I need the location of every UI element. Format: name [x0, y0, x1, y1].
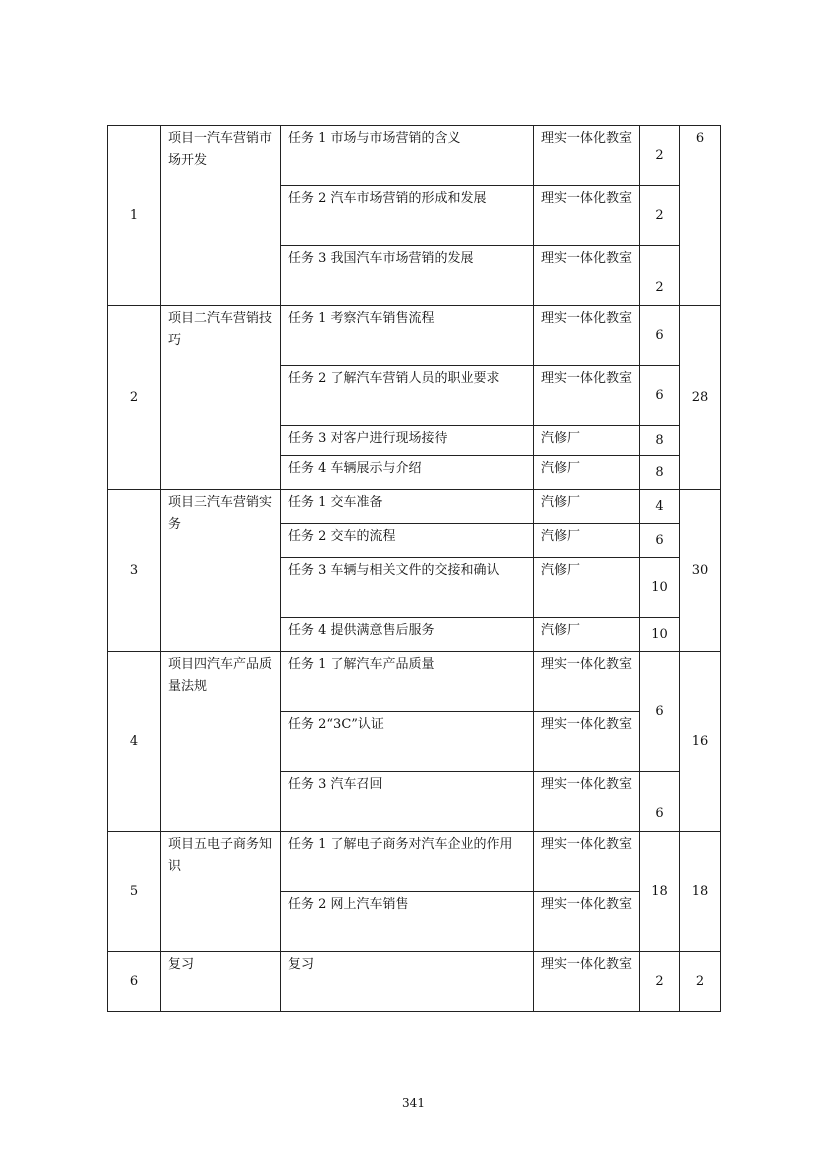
table-row: [108, 952, 721, 1012]
table-row: [108, 652, 721, 712]
project-total-hours: 28: [680, 306, 721, 490]
task-place: 理实一体化教室: [534, 712, 640, 772]
task-hours: 2: [640, 186, 680, 246]
table-row: [108, 490, 721, 524]
project-total-hours: 18: [680, 832, 721, 952]
task-place: 理实一体化教室: [534, 366, 640, 426]
task-place: 理实一体化教室: [534, 126, 640, 186]
task-name: 任务 1 了解汽车产品质量: [281, 652, 534, 712]
project-total-hours: 2: [680, 952, 721, 1012]
task-hours: 18: [640, 832, 680, 952]
row-number: 1: [108, 126, 161, 306]
project-total-hours: 16: [680, 652, 721, 832]
task-place: 汽修厂: [534, 456, 640, 490]
task-hours: 10: [640, 618, 680, 652]
task-name: 任务 2“3C”认证: [281, 712, 534, 772]
task-place: 汽修厂: [534, 426, 640, 456]
project-total-hours: 30: [680, 490, 721, 652]
task-name: 任务 2 了解汽车营销人员的职业要求: [281, 366, 534, 426]
row-number: 3: [108, 490, 161, 652]
task-hours: 2: [640, 246, 680, 306]
task-place: 理实一体化教室: [534, 246, 640, 306]
table-row: [108, 306, 721, 366]
task-place: 汽修厂: [534, 524, 640, 558]
project-total-hours: 6: [680, 126, 721, 306]
task-hours: 10: [640, 558, 680, 618]
task-hours: 6: [640, 772, 680, 832]
task-name: 任务 4 车辆展示与介绍: [281, 456, 534, 490]
task-hours: 8: [640, 456, 680, 490]
table-row: [108, 832, 721, 892]
task-hours: 2: [640, 126, 680, 186]
row-number: 2: [108, 306, 161, 490]
page-number: 341: [402, 1096, 425, 1110]
row-number: 6: [108, 952, 161, 1012]
row-number: 5: [108, 832, 161, 952]
task-name: 任务 4 提供满意售后服务: [281, 618, 534, 652]
task-name: 任务 2 网上汽车销售: [281, 892, 534, 952]
task-hours: 8: [640, 426, 680, 456]
task-hours: 6: [640, 306, 680, 366]
task-place: 汽修厂: [534, 558, 640, 618]
task-name: 任务 2 汽车市场营销的形成和发展: [281, 186, 534, 246]
task-name: 任务 3 汽车召回: [281, 772, 534, 832]
task-name: 任务 1 了解电子商务对汽车企业的作用: [281, 832, 534, 892]
task-place: 理实一体化教室: [534, 772, 640, 832]
task-hours: 4: [640, 490, 680, 524]
task-name: 任务 3 对客户进行现场接待: [281, 426, 534, 456]
task-place: 理实一体化教室: [534, 652, 640, 712]
project-name: 项目五电子商务知识: [161, 832, 281, 952]
task-name: 任务 3 车辆与相关文件的交接和确认: [281, 558, 534, 618]
task-hours: 6: [640, 524, 680, 558]
course-schedule-table: [107, 125, 721, 1012]
project-name: 项目一汽车营销市场开发: [161, 126, 281, 306]
task-place: 汽修厂: [534, 618, 640, 652]
task-name: 复习: [281, 952, 534, 1012]
task-hours: 6: [640, 652, 680, 772]
task-name: 任务 1 交车准备: [281, 490, 534, 524]
task-place: 理实一体化教室: [534, 952, 640, 1012]
project-name: 项目四汽车产品质量法规: [161, 652, 281, 832]
task-place: 理实一体化教室: [534, 306, 640, 366]
row-number: 4: [108, 652, 161, 832]
task-name: 任务 3 我国汽车市场营销的发展: [281, 246, 534, 306]
task-name: 任务 1 考察汽车销售流程: [281, 306, 534, 366]
task-hours: 2: [640, 952, 680, 1012]
table-row: [108, 126, 721, 186]
task-place: 理实一体化教室: [534, 186, 640, 246]
task-place: 理实一体化教室: [534, 892, 640, 952]
project-name: 项目二汽车营销技巧: [161, 306, 281, 490]
project-name: 复习: [161, 952, 281, 1012]
task-place: 汽修厂: [534, 490, 640, 524]
task-place: 理实一体化教室: [534, 832, 640, 892]
project-name: 项目三汽车营销实务: [161, 490, 281, 652]
task-hours: 6: [640, 366, 680, 426]
task-name: 任务 2 交车的流程: [281, 524, 534, 558]
task-name: 任务 1 市场与市场营销的含义: [281, 126, 534, 186]
